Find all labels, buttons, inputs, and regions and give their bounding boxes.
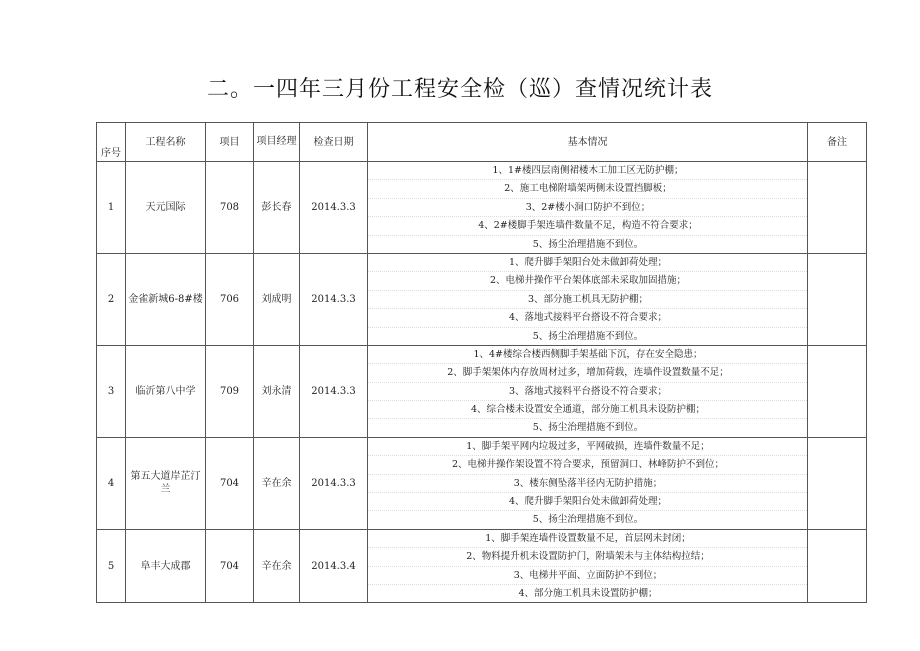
header-remarks: 备注 [808,123,867,162]
cell-date [300,437,368,529]
cell-manager-text: 辛在余 [261,560,292,572]
cell-item [206,162,254,254]
situation-line: 4、落地式接料平台搭设不符合要求； [368,309,807,327]
cell-remarks [808,529,867,603]
cell-no [97,162,126,254]
header-item: 项目 [206,123,254,162]
situation-line: 2、脚手架架体内存放周材过多，增加荷载，连墙件设置数量不足； [368,364,807,382]
cell-no-text: 2 [107,293,115,305]
cell-date [300,253,368,345]
cell-no-text: 3 [107,385,115,397]
cell-project-name [126,345,206,437]
situation-line: 1、4#楼综合楼西侧脚手架基础下沉，存在安全隐患； [368,346,807,364]
cell-item-text: 704 [219,560,240,572]
cell-date-text: 2014.3.3 [311,201,356,213]
cell-manager [254,162,300,254]
cell-no-text: 1 [107,201,115,213]
situation-line: 4、综合楼未设置安全通道，部分施工机具未设防护棚； [368,401,807,419]
cell-manager-text: 辛在余 [261,477,292,489]
table-body [97,162,867,603]
cell-no [97,437,126,529]
cell-no [97,345,126,437]
cell-project-name-text: 第五大道岸芷汀兰 [130,471,201,496]
cell-remarks [808,253,867,345]
cell-situation [368,162,808,254]
cell-date-text: 2014.3.3 [311,293,356,305]
cell-situation [368,253,808,345]
cell-item-text: 709 [219,385,240,397]
header-no: 序号 [97,123,126,162]
cell-remarks [808,345,867,437]
cell-date [300,162,368,254]
situation-line: 3、楼东侧坠落半径内无防护措施； [368,475,807,493]
cell-date [300,345,368,437]
table-row [97,253,867,345]
situation-line: 3、2#楼小洞口防护不到位； [368,199,807,217]
cell-item-text: 704 [219,477,240,489]
header-situation: 基本情况 [368,123,808,162]
situation-line: 4、爬升脚手架阳台处未做卸荷处理； [368,493,807,511]
cell-date-text: 2014.3.3 [311,477,356,489]
cell-no [97,529,126,603]
cell-manager-text: 刘永清 [261,385,292,397]
cell-project-name [126,529,206,603]
cell-no-text: 5 [107,560,115,572]
situation-line: 3、部分施工机具无防护棚； [368,291,807,309]
cell-item [206,529,254,603]
situation-line: 4、2#楼脚手架连墙件数量不足，构造不符合要求； [368,217,807,235]
cell-item [206,253,254,345]
cell-remarks [808,437,867,529]
cell-manager [254,345,300,437]
header-manager: 项目经理 [254,123,300,162]
cell-item [206,345,254,437]
cell-item-text: 706 [219,293,240,305]
cell-date-text: 2014.3.3 [311,385,356,397]
cell-situation [368,345,808,437]
cell-manager-text: 彭长春 [261,201,292,213]
cell-situation [368,529,808,603]
header-project-name: 工程名称 [126,123,206,162]
cell-date [300,529,368,603]
cell-project-name [126,162,206,254]
cell-project-name [126,253,206,345]
situation-line: 5、扬尘治理措施不到位。 [532,514,644,526]
cell-manager-text: 刘成明 [261,293,292,305]
cell-project-name-text: 临沂第八中学 [135,385,196,397]
table-row [97,162,867,254]
header-date: 检查日期 [300,123,368,162]
page-title: 二。一四年三月份工程安全检（巡）查情况统计表 [206,77,713,102]
cell-project-name-text: 金雀新城6-8#楼 [128,293,203,305]
cell-no-text: 4 [107,477,115,489]
situation-line: 2、电梯井操作架设置不符合要求，预留洞口、林峰防护不到位； [368,456,807,474]
cell-project-name-text: 阜丰大成郡 [140,560,191,572]
cell-item-text: 708 [219,201,240,213]
cell-date-text: 2014.3.4 [311,560,356,572]
table-row [97,437,867,529]
situation-line: 2、物料提升机未设置防护门，附墙架未与主体结构拉结； [368,548,807,566]
situation-line: 3、落地式接料平台搭设不符合要求； [368,383,807,401]
situation-line: 1、1#楼四层南侧裙楼木工加工区无防护棚； [368,162,807,180]
situation-line: 2、施工电梯附墙架两侧未设置挡脚板； [368,180,807,198]
situation-line: 2、电梯井操作平台架体底部未采取加固措施； [368,272,807,290]
cell-manager [254,437,300,529]
situation-line: 5、扬尘治理措施不到位。 [532,238,644,250]
situation-line: 1、爬升脚手架阳台处未做卸荷处理； [368,254,807,272]
cell-no [97,253,126,345]
table-row [97,529,867,603]
cell-situation [368,437,808,529]
situation-line: 4、部分施工机具未设置防护棚； [518,587,658,599]
situation-line: 5、扬尘治理措施不到位。 [532,422,644,434]
cell-remarks [808,162,867,254]
situation-line: 1、脚手架连墙件设置数量不足，首层网未封闭； [368,530,807,548]
cell-manager [254,529,300,603]
cell-item [206,437,254,529]
table-header-row [97,123,867,162]
cell-project-name-text: 天元国际 [145,201,186,213]
situation-line: 1、脚手架平网内垃圾过多，平网破损，连墙件数量不足； [368,438,807,456]
situation-line: 3、电梯井平面、立面防护不到位； [368,567,807,585]
situation-line: 5、扬尘治理措施不到位。 [532,330,644,342]
cell-manager [254,253,300,345]
table-row [97,345,867,437]
inspection-table [96,122,867,603]
cell-project-name [126,437,206,529]
